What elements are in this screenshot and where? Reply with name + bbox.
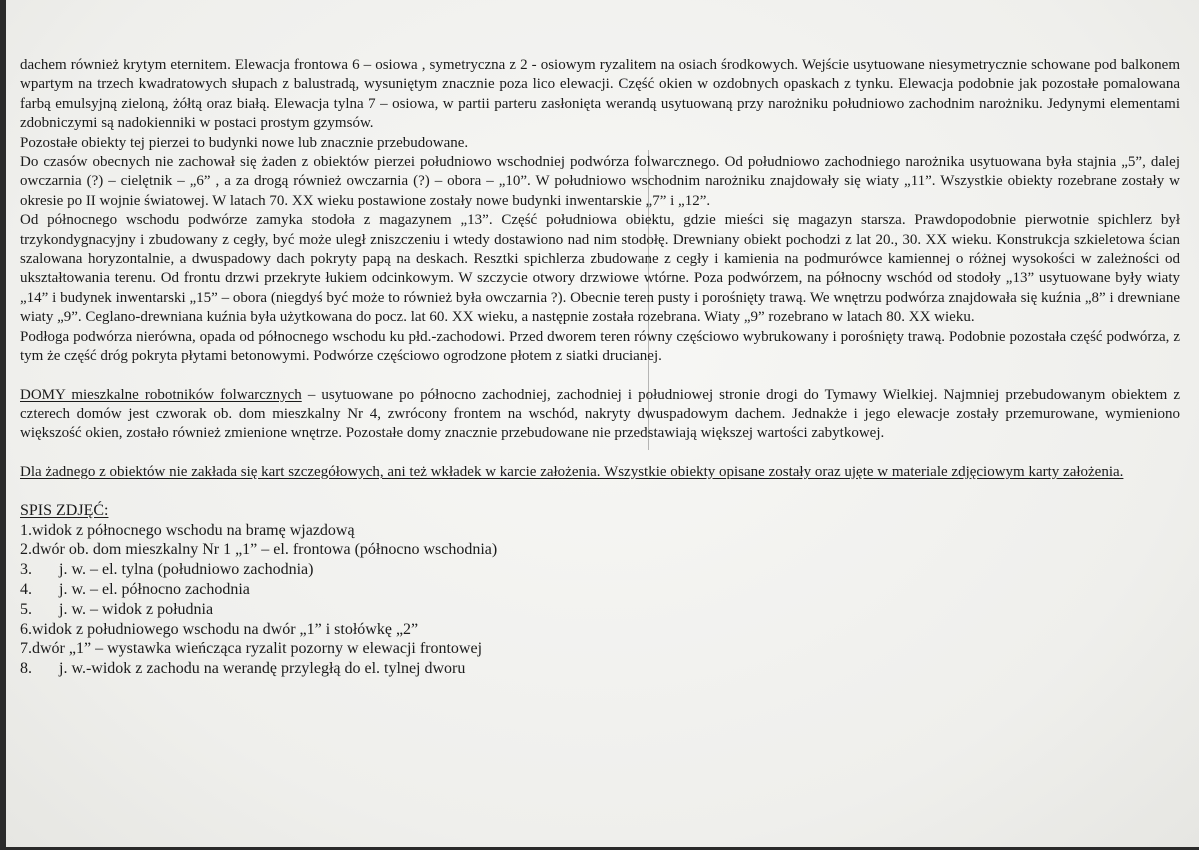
paragraph-domy bbox=[20, 386, 1180, 444]
spis-item bbox=[20, 540, 1180, 560]
spacer bbox=[20, 482, 1180, 499]
spis-item-text: dwór ob. dom mieszkalny Nr 1 „1” – el. frontowa (północno wschodnia) bbox=[32, 541, 498, 559]
spis-item-text: j. w. – el. tylna (południowo zachodnia) bbox=[59, 561, 314, 579]
spis-item bbox=[20, 639, 1180, 659]
spacer bbox=[20, 367, 1180, 386]
spis-item-text: j. w.-widok z zachodu na werandę przyległą do el. tylnej dworu bbox=[59, 660, 466, 678]
paragraph-elewacja: dachem również krytym eternitem. Elewacja frontowa 6 – osiowa , symetryczna z 2 - osiowym ryzalitem na osiach środkowych. Wejście usytuowane niesymetrycznie schowane pod balkonem wpartym na trzech kwadratowych słupach z balustradą, wysuniętym znacznie poza lico elewacji. Część okien w ozdobnych opaskach z tynku. Elewacja podobnie jak pozostałe pomalowana farbą emulsyjną zieloną, żółtą oraz białą. Elewacja tylna 7 – osiowa, w partii parteru zasłonięta werandą usytuowaną przy narożniku południowo zachodnim narożniku. Jedynymi elementami zdobniczymi są nadokienniki w postaci prostym gzymsów. bbox=[20, 57, 1180, 132]
paragraph-podloga: Podłoga podwórza nierówna, opada od północnego wschodu ku płd.-zachodowi. Przed dworem teren równy częściowo wybrukowany i porośnięty trawą. Podobnie pozostała część podwórza, z tym że część dróg pokryta płytami betonowymi. Podwórze częściowo ogrodzone płotem z siatki drucianej. bbox=[20, 328, 1180, 365]
spis-item bbox=[20, 521, 1180, 541]
spis-item-number: 3. bbox=[20, 561, 32, 579]
paragraph-pierzeja: Do czasów obecnych nie zachował się żaden z obiektów pierzei południowo wschodniej podwórza folwarcznego. Od południowo zachodniego narożnika usytuowana była stajnia „5”, dalej owczarnia (?) – cielętnik – „6” , a za drogą również owczarnia (?) – obora – „10”. W południowo wschodnim narożniku znajdowały się wiaty „11”. Wszystkie obiekty rozebrane zostały w okresie po II wojnie światowej. W latach 70. XX wieku postawione zostały nowe budynki inwentarskie „7” i „12”. bbox=[20, 154, 1180, 209]
spis-item-number: 2. bbox=[20, 541, 32, 559]
spis-item bbox=[20, 620, 1180, 640]
spis-item-text: widok z północnego wschodu na bramę wjazdową bbox=[32, 521, 355, 539]
spis-item-text: j. w. – el. północno zachodnia bbox=[59, 580, 250, 598]
domy-text: – usytuowane po północno zachodniej, zachodniej i południowej stronie drogi do Tymawy Wielkiej. Najmniej przebudowanym obiektem z czterech domów jest czworak ob. dom mieszkalny Nr 4, zwrócony frontem na wschód, nakryty dwuspadowym dachem. Jednakże i jego elewacje zostały przemurowane, wymieniono większość okien, zostało również zmienione wnętrze. Pozostałe domy znacznie przebudowane nie przedstawiają większej wartości zabytkowej. bbox=[20, 386, 1180, 442]
spis-item bbox=[20, 600, 1180, 620]
spis-item-number: 4. bbox=[20, 580, 32, 598]
spis-item bbox=[20, 560, 1180, 580]
spis-item-number: 7. bbox=[20, 640, 32, 658]
spis-item-number: 1. bbox=[20, 521, 32, 539]
domy-heading: DOMY mieszkalne robotników folwarcznych bbox=[20, 386, 302, 403]
paragraph-note: Dla żadnego z obiektów nie zakłada się kart szczegółowych, ani też wkładek w karcie założenia. Wszystkie obiekty opisane zostały oraz ujęte w materiale zdjęciowym karty założenia. bbox=[20, 463, 1124, 480]
paragraph-pozostale: Pozostałe obiekty tej pierzei to budynki nowe lub znacznie przebudowane. bbox=[20, 134, 469, 151]
document-body bbox=[20, 56, 1180, 679]
spis-item-number: 5. bbox=[20, 600, 32, 618]
spis-item-text: widok z południowego wschodu na dwór „1” i stołówkę „2” bbox=[32, 620, 419, 638]
spis-item-text: j. w. – widok z południa bbox=[59, 600, 214, 618]
spis-item bbox=[20, 659, 1180, 679]
spacer bbox=[20, 444, 1180, 463]
spis-item-number: 6. bbox=[20, 620, 32, 638]
spis-zdjec-heading: SPIS ZDJĘĆ: bbox=[20, 502, 109, 520]
spis-zdjec-list bbox=[20, 521, 1180, 679]
spis-item-number: 8. bbox=[20, 660, 32, 678]
paragraph-stodola: Od północnego wschodu podwórze zamyka stodoła z magazynem „13”. Część południowa obiektu, gdzie mieści się magazyn starsza. Prawdopodobnie pierwotnie spichlerz był trzykondygnacyjny i zbudowany z cegły, być może uległ zniszczeniu i wtedy dostawiono nad nim stodołę. Drewniany obiekt pochodzi z lat 20., 30. XX wieku. Konstrukcja szkieletowa ścian szalowana horyzontalnie, a dwuspadowy dach pokryty papą na deskach. Resztki spichlerza zbudowane z cegły i kamienia na podmurówce kamiennej o różnej wysokości w zależności od ukształtowania terenu. Od frontu drzwi przekryte łukiem odcinkowym. W szczycie otwory drzwiowe wtórne. Poza podwórzem, na północny wschód od stodoły „13” usytuowane były wiaty „14” i budynek inwentarski „15” – obora (niegdyś być może to również była owczarnia ?). Obecnie teren pusty i porośnięty trawą. We wnętrzu podwórza znajdowała się kuźnia „8” i drewniane wiaty „9”. Ceglano-drewniana kuźnia była użytkowana do pocz. lat 60. XX wieku, a następnie została rozebrana. Wiaty „9” rozebrano w latach 80. XX wieku. bbox=[20, 212, 1180, 326]
scan-edge-left bbox=[0, 0, 6, 850]
spis-item-text: dwór „1” – wystawka wieńcząca ryzalit pozorny w elewacji frontowej bbox=[32, 640, 483, 658]
spis-item bbox=[20, 580, 1180, 600]
